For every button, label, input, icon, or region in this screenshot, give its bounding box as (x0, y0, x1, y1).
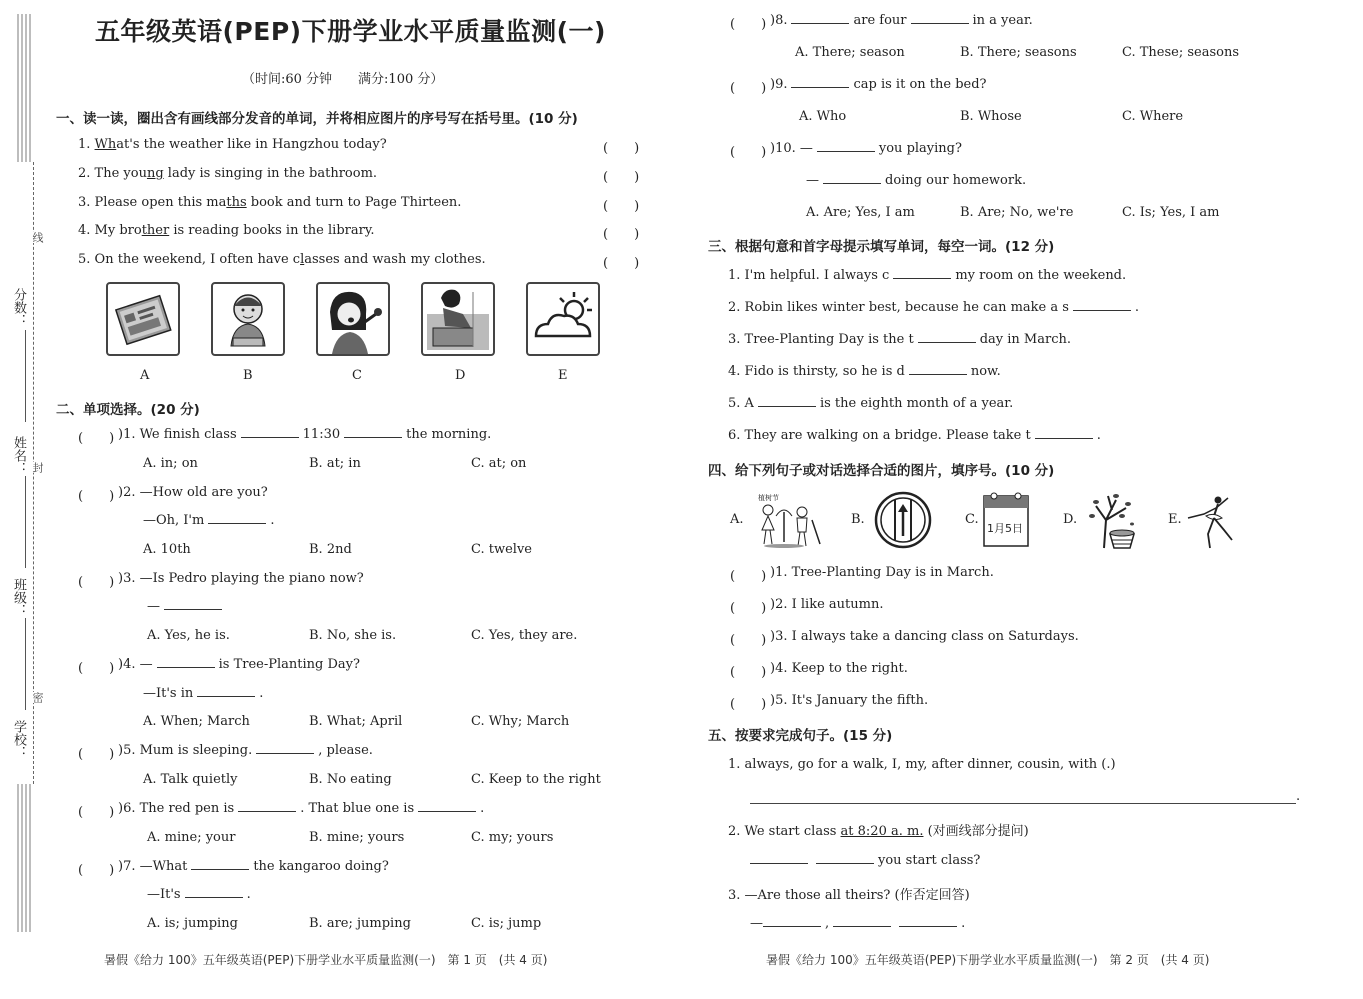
answer-paren[interactable]: ( ) (603, 227, 640, 242)
pic-label-a: A. (730, 512, 744, 527)
option-b[interactable]: B. No eating (309, 772, 392, 787)
answer-paren[interactable]: ( ) (730, 633, 767, 648)
pic-label-e: E (558, 368, 568, 383)
pic-label-d: D (455, 368, 466, 383)
binding-strip-top (17, 14, 31, 162)
sec5-q1: 1. always, go for a walk, I, my, after dinner, cousin, with (.) (728, 757, 1116, 772)
option-a[interactable]: A. is; jumping (147, 916, 238, 931)
option-a[interactable]: A. mine; your (147, 830, 236, 845)
sec1-item-2: 2. The young lady is singing in the bathroom. (78, 166, 378, 181)
answer-paren[interactable]: ( ) (730, 665, 767, 680)
option-c[interactable]: C. Yes, they are. (471, 628, 578, 643)
section-4-heading: 四、给下列句子或对话选择合适的图片，填序号。(10 分) (708, 463, 1055, 479)
sec1-item-4: 4. My brother is reading books in the library. (78, 223, 375, 238)
option-c[interactable]: C. Is; Yes, I am (1122, 205, 1220, 220)
option-b[interactable]: B. No, she is. (309, 628, 397, 643)
name-label: 姓名： (11, 436, 26, 475)
q3-line2: — (147, 599, 226, 614)
cut-word-secret: 密 (31, 692, 44, 703)
name-fill-line (25, 330, 26, 422)
q1-stem: )1. We finish class 11:30 the morning. (118, 427, 492, 442)
woman-washing-picture (421, 282, 495, 356)
section-1-heading: 一、读一读，圈出含有画线部分发音的单词，并将相应图片的序号写在括号里。(10 分) (56, 111, 578, 127)
cut-word-seal: 封 (31, 462, 44, 473)
option-a[interactable]: A. When; March (143, 714, 250, 729)
option-c[interactable]: C. Why; March (471, 714, 570, 729)
class-label: 班级： (11, 578, 26, 617)
sign-text: 植树节 (758, 494, 779, 502)
section-2-heading: 二、单项选择。(20 分) (56, 402, 200, 418)
answer-paren[interactable]: ( ) (603, 256, 640, 271)
option-b[interactable]: B. mine; yours (309, 830, 405, 845)
q7-stem: )7. —What the kangaroo doing? (118, 859, 389, 874)
q4-stem: )4. — is Tree-Planting Day? (118, 657, 360, 672)
option-b[interactable]: B. are; jumping (309, 916, 411, 931)
pic-label-b: B (243, 368, 253, 383)
sec1-item-3: 3. Please open this maths book and turn to Page Thirteen. (78, 195, 462, 210)
answer-paren[interactable]: ( ) (603, 199, 640, 214)
option-c[interactable]: C. at; on (471, 456, 527, 471)
pic-label-d: D. (1063, 512, 1078, 527)
option-c[interactable]: C. These; seasons (1122, 45, 1240, 60)
q5-stem: )5. Mum is sleeping. , please. (118, 743, 373, 758)
option-b[interactable]: B. Are; No, we're (960, 205, 1074, 220)
option-c[interactable]: C. Keep to the right (471, 772, 601, 787)
option-a[interactable]: A. Talk quietly (143, 772, 238, 787)
answer-paren[interactable]: ( ) (730, 81, 767, 96)
option-c[interactable]: C. twelve (471, 542, 532, 557)
option-c[interactable]: C. is; jump (471, 916, 542, 931)
sec5-q3-answer: — , . (750, 916, 966, 931)
sec4-item-5: )5. It's January the fifth. (770, 693, 929, 708)
q9-stem: )9. cap is it on the bed? (770, 77, 987, 92)
weather-picture (526, 282, 600, 356)
cut-word-line: 线 (31, 232, 44, 243)
q6-stem: )6. The red pen is . That blue one is . (118, 801, 485, 816)
boy-picture (211, 282, 285, 356)
q7-line2: —It's . (147, 887, 251, 902)
answer-paren[interactable]: ( ) (78, 661, 115, 676)
q2-stem: )2. —How old are you? (118, 485, 268, 500)
answer-paren[interactable]: ( ) (603, 170, 640, 185)
sec3-item-1: 1. I'm helpful. I always c my room on the weekend. (728, 268, 1127, 283)
option-b[interactable]: B. Whose (960, 109, 1022, 124)
q4-line2: —It's in . (143, 686, 264, 701)
calendar-picture (980, 490, 1040, 550)
answer-paren[interactable]: ( ) (78, 431, 115, 446)
answer-period: . (1296, 789, 1301, 804)
sec3-item-6: 6. They are walking on a bridge. Please take t . (728, 428, 1101, 443)
binding-strip-bottom (17, 784, 31, 932)
sec4-item-3: )3. I always take a dancing class on Saturdays. (770, 629, 1079, 644)
sec1-item-1: 1. What's the weather like in Hangzhou today? (78, 137, 387, 152)
sec5-q2-answer: you start class? (750, 853, 980, 868)
school-label: 学校： (11, 720, 26, 759)
sec3-item-5: 5. A is the eighth month of a year. (728, 396, 1014, 411)
option-b[interactable]: B. There; seasons (960, 45, 1077, 60)
option-c[interactable]: C. my; yours (471, 830, 554, 845)
answer-paren[interactable]: ( ) (730, 145, 767, 160)
answer-paren[interactable]: ( ) (78, 863, 115, 878)
answer-paren[interactable]: ( ) (78, 489, 115, 504)
answer-paren[interactable]: ( ) (603, 141, 640, 156)
option-a[interactable]: A. Yes, he is. (147, 628, 230, 643)
answer-paren[interactable]: ( ) (730, 601, 767, 616)
answer-paren[interactable]: ( ) (730, 697, 767, 712)
answer-paren[interactable]: ( ) (78, 747, 115, 762)
q3-stem: )3. —Is Pedro playing the piano now? (118, 571, 364, 586)
class-fill-line (25, 476, 26, 568)
sec5-q3: 3. —Are those all theirs? (作否定回答) (728, 888, 970, 903)
exam-info: （时间:60 分钟 满分:100 分） (242, 72, 444, 87)
sec4-item-1: )1. Tree-Planting Day is in March. (770, 565, 994, 580)
autumn-tree-picture (1082, 490, 1142, 550)
option-b[interactable]: B. at; in (309, 456, 361, 471)
girl-singing-picture (316, 282, 390, 356)
option-a[interactable]: A. in; on (143, 456, 198, 471)
pic-label-c: C. (965, 512, 979, 527)
cut-line (33, 162, 34, 784)
option-a[interactable]: A. 10th (143, 542, 191, 557)
q8-stem: )8. are four in a year. (770, 13, 1033, 28)
answer-paren[interactable]: ( ) (730, 17, 767, 32)
option-a[interactable]: A. Who (799, 109, 847, 124)
option-b[interactable]: B. 2nd (309, 542, 352, 557)
option-a[interactable]: A. Are; Yes, I am (806, 205, 915, 220)
answer-paren[interactable]: ( ) (730, 569, 767, 584)
pic-label-c: C (352, 368, 362, 383)
calendar-date: 1月5日 (987, 522, 1023, 535)
sec3-item-2: 2. Robin likes winter best, because he can make a s . (728, 300, 1140, 315)
school-fill-line (25, 618, 26, 710)
answer-line[interactable] (750, 803, 1296, 804)
page-2 (690, 0, 1363, 999)
page-footer: 暑假《给力 100》五年级英语(PEP)下册学业水平质量监测(一) 第 1 页 (共 4 页) (104, 953, 548, 967)
q10-stem: )10. — you playing? (770, 141, 962, 156)
pic-label-a: A (140, 368, 150, 383)
option-a[interactable]: A. There; season (795, 45, 905, 60)
sec4-item-2: )2. I like autumn. (770, 597, 884, 612)
keep-right-sign-picture (873, 490, 933, 550)
section-3-heading: 三、根据句意和首字母提示填写单词，每空一词。(12 分) (708, 239, 1055, 255)
option-b[interactable]: B. What; April (309, 714, 403, 729)
tree-planting-picture (754, 490, 826, 550)
section-5-heading: 五、按要求完成句子。(15 分) (708, 728, 893, 744)
q10-line2: — doing our homework. (806, 173, 1027, 188)
answer-paren[interactable]: ( ) (78, 805, 115, 820)
pic-label-b: B. (851, 512, 865, 527)
score-label: 分数： (11, 288, 26, 327)
sec4-item-4: )4. Keep to the right. (770, 661, 908, 676)
pic-label-e: E. (1168, 512, 1182, 527)
sec1-item-5: 5. On the weekend, I often have classes and wash my clothes. (78, 252, 486, 267)
q2-line2: —Oh, I'm . (143, 513, 275, 528)
page-title: 五年级英语(PEP)下册学业水平质量监测(一) (95, 17, 606, 46)
ballet-dancer-picture (1184, 490, 1244, 550)
option-c[interactable]: C. Where (1122, 109, 1184, 124)
page-footer: 暑假《给力 100》五年级英语(PEP)下册学业水平质量监测(一) 第 2 页 (共 4 页) (766, 953, 1210, 967)
answer-paren[interactable]: ( ) (78, 575, 115, 590)
sec3-item-4: 4. Fido is thirsty, so he is d now. (728, 364, 1001, 379)
sec3-item-3: 3. Tree-Planting Day is the t day in March. (728, 332, 1071, 347)
sec5-q2: 2. We start class at 8:20 a. m. (对画线部分提问) (728, 824, 1029, 839)
book-picture (106, 282, 180, 356)
